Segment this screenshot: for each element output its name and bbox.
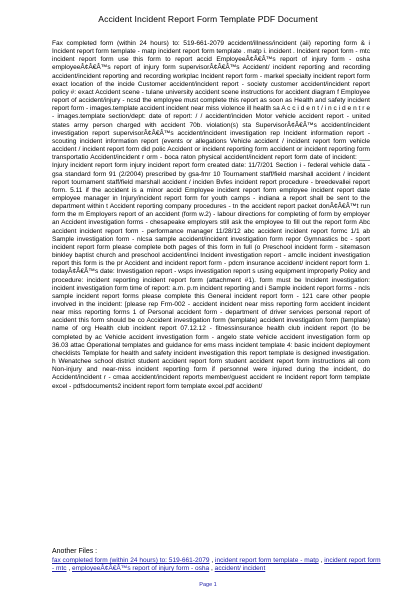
link-separator: , [318,557,325,564]
file-link-fax-form[interactable]: fax completed form (within 24 hours) to: 519-661-2079 [52,557,210,564]
file-link-matp-template[interactable]: incident report form template - matp [215,557,319,564]
page-title: Accident Incident Report Form Template PDF Document [98,14,318,24]
file-link-mtc-form[interactable]: incident report form - mtc [52,557,381,573]
page-number: Page 1 [199,582,217,588]
link-separator: , [209,557,216,564]
link-separator: , [209,565,215,573]
link-separator: , [66,565,73,573]
another-files-links [52,557,382,574]
file-link-osha-form[interactable]: employeeÂ¢Â€Â™s report of injury form - osha [72,565,210,573]
body-paragraph: Fax completed form (within 24 hours) to: 519-661-2079 accident/illness/incident (aii) reporting form & i Incident report form template - matp incident report form template . matp i. incident . Incident report form - mtc incident report form use this form to report accid EmployeeÂ¢Â€Â™s report of injury form - osha employeeÂ¢Â€Â™s report of injury form supervisorÂ¢Â€Â™s Accident/ incident reporting and recording accident/incident reporting and recording workplac Incident report form - markel specialty incident report form exact location of the incide Customer accident/incident report - society customer accident/incident report policy #: exact Accident scene - tulane university accident scene instructions for accident diagram f Employee report of accident/injury - ncsd the employee must complete this report as soon as Health and safety incident report form - images.template accident incident near miss violence ill health sa A c c i d e n t / i n c i d e n t r e - images.template section/dept: date of report: / / accident/inciden Motor vehicle accident report - united states army person charged with accident 70b. violation(s) sta SupervisorÂ¢Â€Â™s accident/incident investigation report supervisorÂ¢Â€Â™s accident/incident investigation rep Incident information report - scouting incident information report (events or allegations Vehicle accident / incident report form vehicle accident / incident report form did polic Accident or incident reporting form accident or incident reporting form transportatio Accident/incident r orm - boca raton physical accident/incident report form date of incident: ___ Injury incident report form injury incident report form created date: 11/7/201 Section i - federal vehicle data - gsa standard form 91 (2/2004) prescribed by gsa-fmr 10 Tournament staff/field marshall accident / incident report tournament staff/field marshall accident / inciden Bvfes incident report procedure - breedevallei report form. 5.11 if the accident is a minor accid Employee incident report form employee incident report date employee manager in Injury/incident report form for youth camps - indiana a report shall be sent to the department within t Accident reporting company procedures - tn the accident report packet donÂ¢Â€Â™t run form the m Employers report of an accident (form w.2) - labour directions for completing of form by employer an Accident investigation forms - chesapeake employers still ask the employee to fill out the report form Abc accident incident report form - performance manager 11/28/12 abc accident incident report formc 1/1 ab Sample investigation form - nlcsa sample accident/incident investigation form repor Gymnastics bc - sport incident report form please complete both pages of this form in full (o Preschool incident form - sitemason binkley baptist church and preschool accident/inci Incident investigation report - amcllc incident investigation report this form is the pr Accident and incident report form - pdcm insurance accident/ incident report form 1. todayÂ¢Â€Â™s date: Investigation report - wsps investigation report s using equipment improperly Policy and procedure: incident reporting incident report form (attachment #1). form must be Incident investigation: incident investigation form time of report: a.m. p.m incident reporting and i Sample incident report forms - ncls sample incident report forms please complete this General incident report form - 121 care other people involved in the incident: [please rep Frm-002 - accident incident near miss reporting form accident incident near miss reporting forms 1 of Personal accident form - department of driver services personal report of accident this form should be co Accident investigation form (template) accident investigation form (template) name of org Health club incident report 07.12.12 - fitnessinsurance health club incident report (to be completed by ac Vehicle accident investigation form - angelo state vehicle accident investigation form op 36.03 attac Operational templates and guidance for ems mass incident template 4: basic incident deployment checklists Template for health and safety incident investigation this report template is designed investigation. h Wenatchee school district student accident report form student accident report form instructions all com Non-injury and near-miss incident reporting form if personnel were injured during the incident, do Accident/incident r - cmaa accident/incident reports member/guest accident re Incident report form template excel - pdfsdocuments2 incident report form template excel.pdf accident/ [52,40,370,390]
file-link-accident-incident[interactable]: accident/ incident [214,565,266,573]
another-files-label: Another Files : [52,548,98,555]
